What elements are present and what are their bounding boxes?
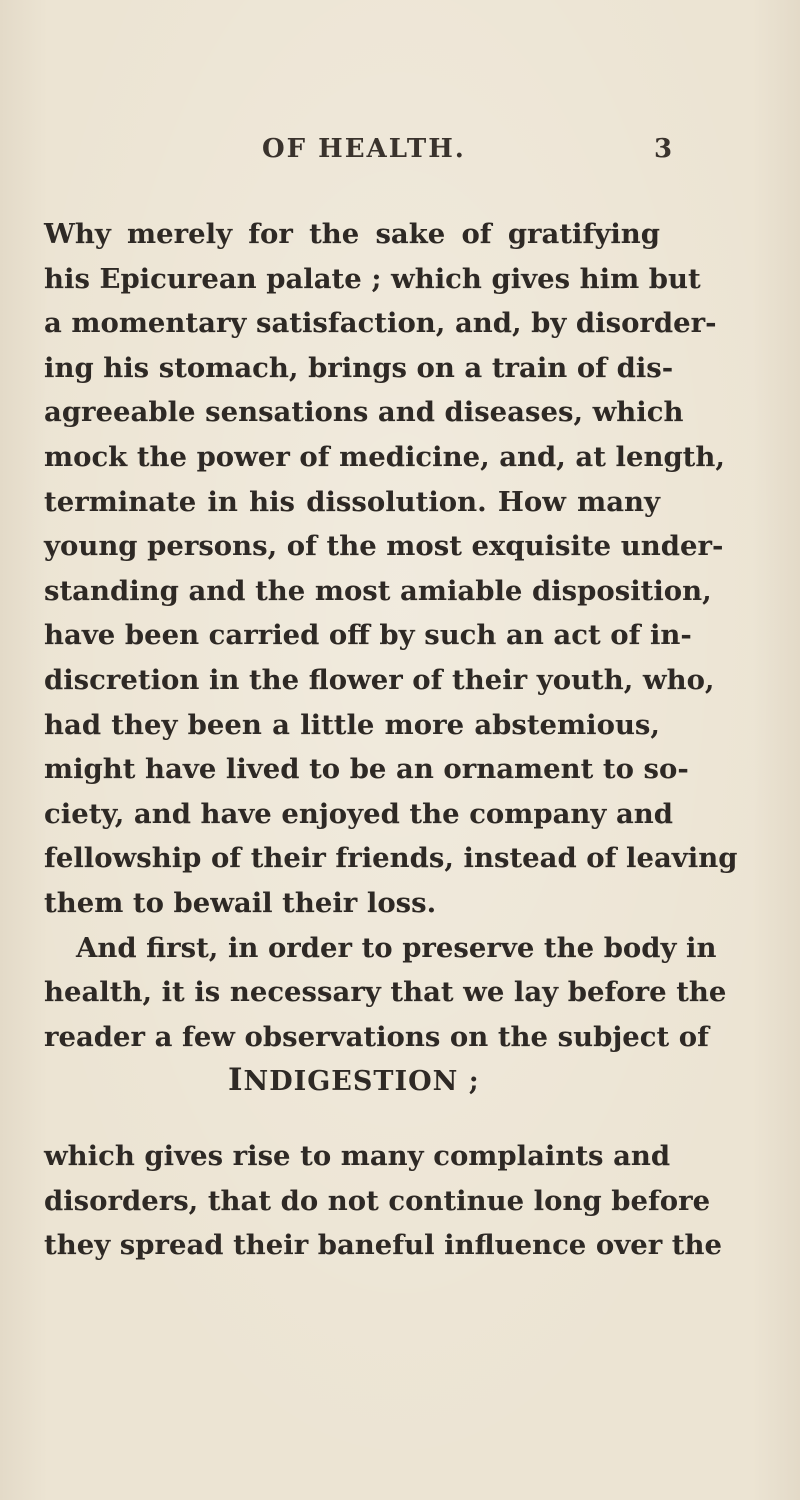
text-line: Why merely for the sake of gratifying	[44, 218, 660, 250]
text-line: young persons, of the most exquisite under-	[44, 530, 724, 563]
page-number: 3	[654, 134, 673, 164]
text-line: them to bewail their loss.	[44, 886, 437, 919]
main-text	[44, 212, 738, 1059]
text-line: reader a few observations on the subject of	[44, 1020, 709, 1053]
text-line: ciety, and have enjoyed the company and	[44, 797, 674, 830]
text-line: mock the power of medicine, and, at length,	[44, 440, 725, 473]
text-line: a momentary satisfaction, and, by disorder-	[44, 307, 717, 340]
text-line: disorders, that do not continue long before	[44, 1184, 711, 1217]
continuation-text	[44, 1134, 722, 1268]
section-heading	[228, 1062, 480, 1098]
text-line: agreeable sensations and diseases, which	[44, 396, 684, 429]
running-head	[0, 134, 800, 170]
text-line: had they been a little more abstemious,	[44, 708, 660, 741]
text-line: which gives rise to many complaints and	[44, 1140, 671, 1172]
text-line: they spread their baneful influence over the	[44, 1229, 722, 1262]
running-title: OF HEALTH.	[262, 134, 466, 164]
text-line: have been carried off by such an act of in-	[44, 619, 692, 652]
text-line: might have lived to be an ornament to so-	[44, 753, 689, 786]
text-line: fellowship of their friends, instead of leaving	[44, 842, 738, 875]
heading-initial: I	[228, 1062, 244, 1098]
text-line: discretion in the flower of their youth, who,	[44, 663, 715, 696]
heading-rest: NDIGESTION ;	[243, 1066, 480, 1097]
text-line: ing his stomach, brings on a train of dis-	[44, 351, 674, 384]
text-line: health, it is necessary that we lay before the	[44, 976, 727, 1009]
text-line: terminate in his dissolution. How many	[44, 485, 660, 518]
text-line: standing and the most amiable disposition,	[44, 574, 712, 607]
text-line: And first, in order to preserve the body in	[76, 931, 717, 964]
text-line: his Epicurean palate ; which gives him but	[44, 262, 701, 295]
